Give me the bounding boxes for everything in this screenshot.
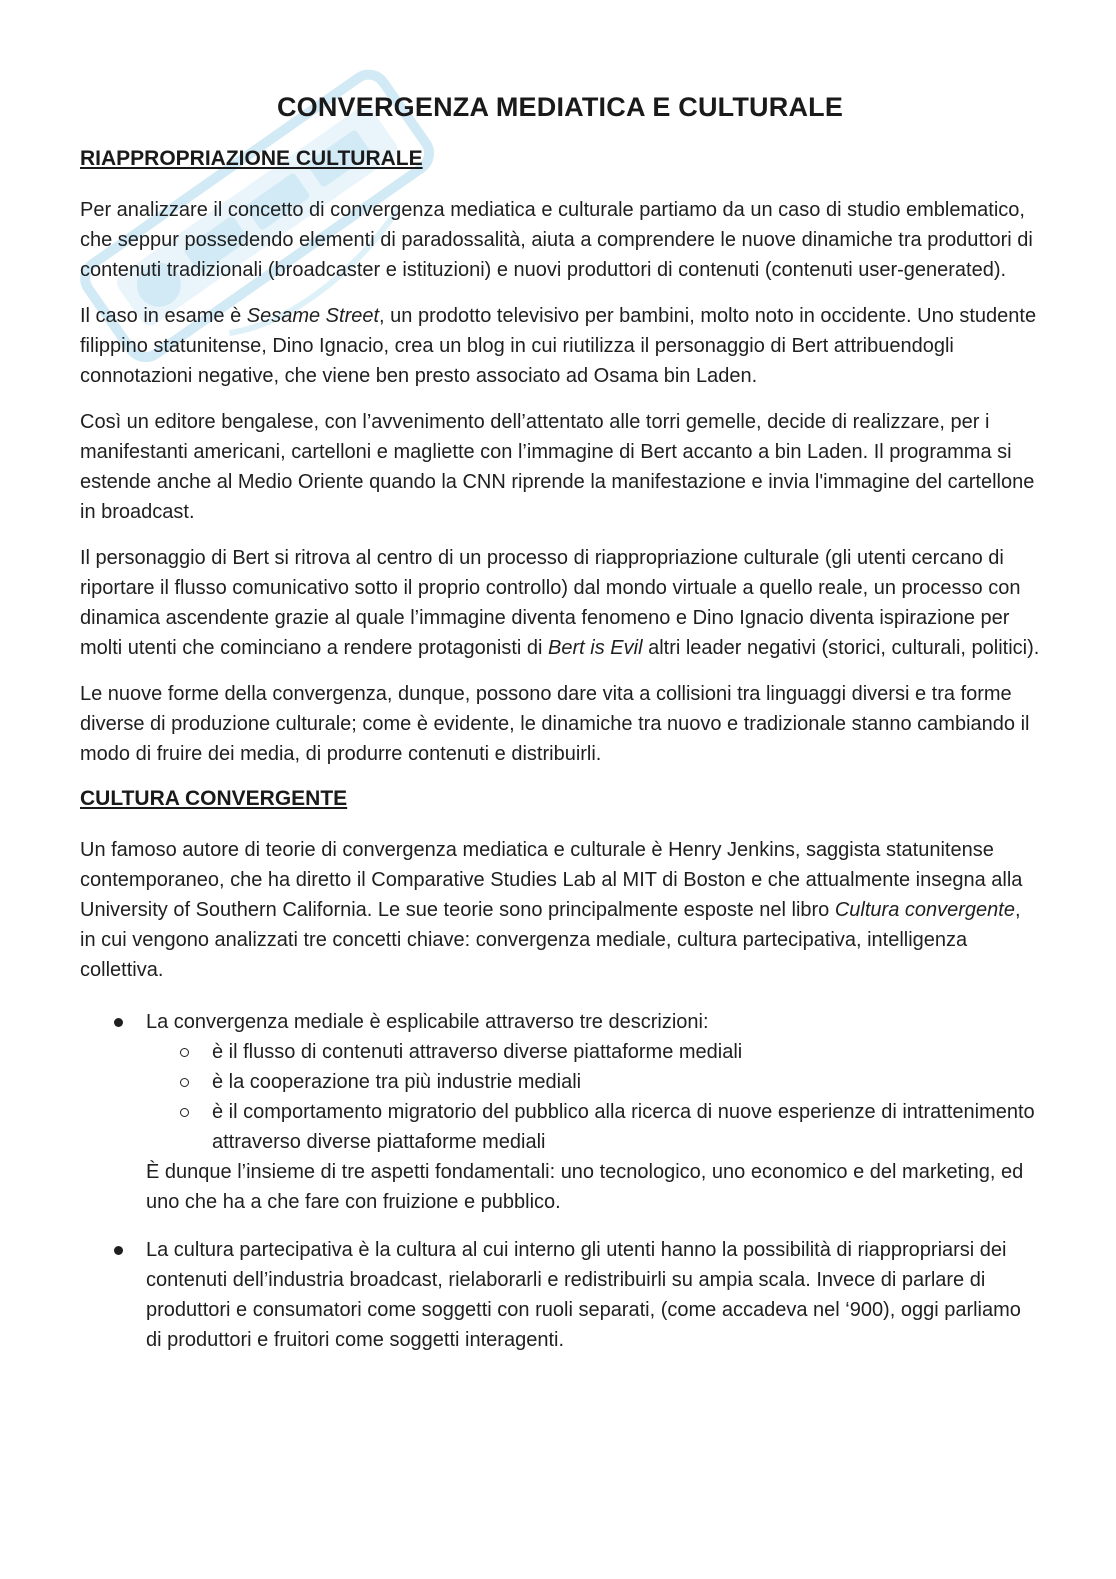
sub-list-item-text: è la cooperazione tra più industrie mediali [212,1071,582,1093]
list-item [80,1235,1040,1355]
section-heading-riappropriazione: RIAPPROPRIAZIONE CULTURALE [80,147,423,170]
list-item [80,1007,1040,1217]
sub-bullet-marker [180,1048,189,1057]
sub-list-item [146,1037,1040,1067]
sub-bullet-list [146,1037,1040,1157]
paragraph: Per analizzare il concetto di convergenza mediatica e culturale partiamo da un caso di studio emblematico, che seppur possedendo elementi di paradossalità, aiuta a comprendere le nuove dinamiche tra produttori di contenuti tradizionali (broadcaster e istituzioni) e nuovi produttori di contenuti (contenuti user-generated). [80,199,1033,281]
paragraph-text: , in cui vengono analizzati tre concetti chiave: convergenza mediale, cultura partecipativa, intelligenza collettiva. [80,899,1021,981]
sub-list-item-text: è il flusso di contenuti attraverso diverse piattaforme mediali [212,1041,743,1063]
sub-list-item-text: è il comportamento migratorio del pubblico alla ricerca di nuove esperienze di intrattenimento attraverso diverse piattaforme mediali [212,1101,1035,1153]
sub-list-item [146,1067,1040,1097]
paragraph: Le nuove forme della convergenza, dunque, possono dare vita a collisioni tra linguaggi diversi e tra forme diverse di produzione culturale; come è evidente, le dinamiche tra nuovo e tradizionale stanno cambiando il modo di fruire dei media, di produrre contenuti e distribuirli. [80,683,1030,765]
page-title: CONVERGENZA MEDIATICA E CULTURALE [276,92,844,122]
bullet-list [80,1007,1040,1355]
italic-title-sesame-street: Sesame Street [246,305,380,327]
bullet-marker [114,1018,123,1027]
document-content [80,92,1040,1373]
paragraph [80,301,1040,391]
paragraph [80,543,1040,663]
paragraph: Così un editore bengalese, con l’avvenimento dell’attentato alle torri gemelle, decide di realizzare, per i manifestanti americani, cartelloni e magliette con l’immagine di Bert accanto a bin Laden. Il programma si estende anche al Medio Oriente quando la CNN riprende la manifestazione e invia l'immagine del cartellone in broadcast. [80,411,1035,523]
paragraph-text: Un famoso autore di teorie di convergenza mediatica e culturale è Henry Jenkins, saggista statunitense contemporaneo, che ha diretto il Comparative Studies Lab al MIT di Boston e che attualmente insegna alla University of Southern California. Le sue teorie sono principalmente esposte nel libro [80,839,1023,921]
italic-title-bert-is-evil: Bert is Evil [548,637,643,659]
paragraph-text: Il personaggio di Bert si ritrova al centro di un processo di riappropriazione culturale (gli utenti cercano di riportare il flusso comunicativo sotto il proprio controllo) dal mondo virtuale a quello reale, un processo con dinamica ascendente grazie al quale l’immagine diventa fenomeno e Dino Ignacio diventa ispirazione per molti utenti che cominciano a rendere protagonisti di [80,547,1021,659]
paragraph [80,835,1040,985]
sub-bullet-marker [180,1108,189,1117]
paragraph-text: , un prodotto televisivo per bambini, molto noto in occidente. Uno studente filippino statunitense, Dino Ignacio, crea un blog in cui riutilizza il personaggio di Bert attribuendogli connotazioni negative, che viene ben presto associato ad Osama bin Laden. [80,305,1037,387]
paragraph-text: altri leader negativi (storici, culturali, politici). [642,637,1040,659]
italic-title-cultura-convergente: Cultura convergente [834,899,1015,921]
sub-list-item [146,1097,1040,1157]
section-heading-cultura-convergente: CULTURA CONVERGENTE [80,787,348,810]
sub-bullet-marker [180,1078,189,1087]
paragraph-text: Il caso in esame è [80,305,247,327]
bullet-marker [114,1246,123,1255]
list-item-text: È dunque l’insieme di tre aspetti fondamentali: uno tecnologico, uno economico e del marketing, ed uno che ha a che fare con fruizione e pubblico. [146,1161,1024,1213]
list-item-text: La convergenza mediale è esplicabile attraverso tre descrizioni: [146,1011,709,1033]
list-item-text: La cultura partecipativa è la cultura al cui interno gli utenti hanno la possibilità di riappropriarsi dei contenuti dell’industria broadcast, rielaborarli e redistribuirli su ampia scala. Invece di parlare di produttori e consumatori come soggetti con ruoli separati, (come accadeva nel ‘900), oggi parliamo di produttori e fruitori come soggetti interagenti. [146,1239,1021,1351]
